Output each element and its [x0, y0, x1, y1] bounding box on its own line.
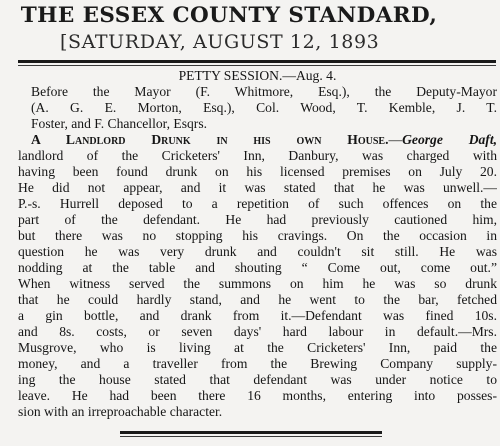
- body-line: part of the defendant. He had previously cautioned him,: [18, 212, 497, 227]
- defendant-name: George Daft,: [402, 132, 497, 147]
- footer-rule-thick: [120, 431, 382, 434]
- case-title: A Landlord Drunk in his own House.: [31, 132, 389, 147]
- newspaper-title: THE ESSEX COUNTY STANDARD,: [20, 3, 438, 28]
- body-line: a gin bottle, and drank from it.—Defendant was fined 10s.: [18, 308, 497, 323]
- article: [18, 68, 497, 420]
- body-line: nodding at the table and shouting “ Come out, come out.”: [18, 260, 497, 275]
- body-line: that he could hardly stand, and he went to the bar, fetched: [18, 292, 497, 307]
- body-line: P.-s. Hurrell deposed to a repetition of such offences on the: [18, 196, 497, 211]
- body-line: but there was no stopping his cravings. On the occasion in: [18, 228, 497, 243]
- body-line: question he was very drunk and couldn't sit still. He was: [18, 244, 497, 259]
- case-dash: —: [388, 132, 403, 147]
- body-line: landlord of the Cricketers' Inn, Danbury, was charged with: [18, 148, 497, 163]
- bench-line: (A. G. E. Morton, Esq.), Col. Wood, T. Kemble, J. T.: [31, 100, 497, 115]
- article-heading: PETTY SESSION.—Aug. 4.: [178, 68, 337, 83]
- body-line: money, and a traveller from the Brewing Company supply-: [18, 356, 497, 371]
- masthead-rule-thick: [18, 60, 496, 63]
- body-line: ing the house stated that defendant was under notice to: [18, 372, 497, 387]
- footer-rule-thin: [120, 436, 382, 437]
- body-line: When witness served the summons on him he was so drunk: [18, 276, 497, 291]
- case-first-line: [18, 132, 497, 148]
- body-line: Musgrove, who is living at the Cricketers' Inn, paid the: [18, 340, 497, 355]
- body-line: having been found drunk on his licensed premises on July 20.: [18, 164, 497, 179]
- bench-line: Foster, and F. Chancellor, Esqrs.: [31, 116, 208, 131]
- masthead-rule-thin: [18, 65, 496, 66]
- body-line: leave. He had been there 16 months, entering into posses-: [18, 388, 497, 403]
- body-line: and 8s. costs, or seven days' hard labour in default.—Mrs.: [18, 324, 497, 339]
- body-line: He did not appear, and it was stated that he was unwell.—: [18, 180, 497, 195]
- issue-date: [SATURDAY, AUGUST 12, 1893: [60, 31, 380, 53]
- body-line: sion with an irreproachable character.: [18, 404, 223, 419]
- bench-line: Before the Mayor (F. Whitmore, Esq.), the Deputy-Mayor: [31, 84, 497, 99]
